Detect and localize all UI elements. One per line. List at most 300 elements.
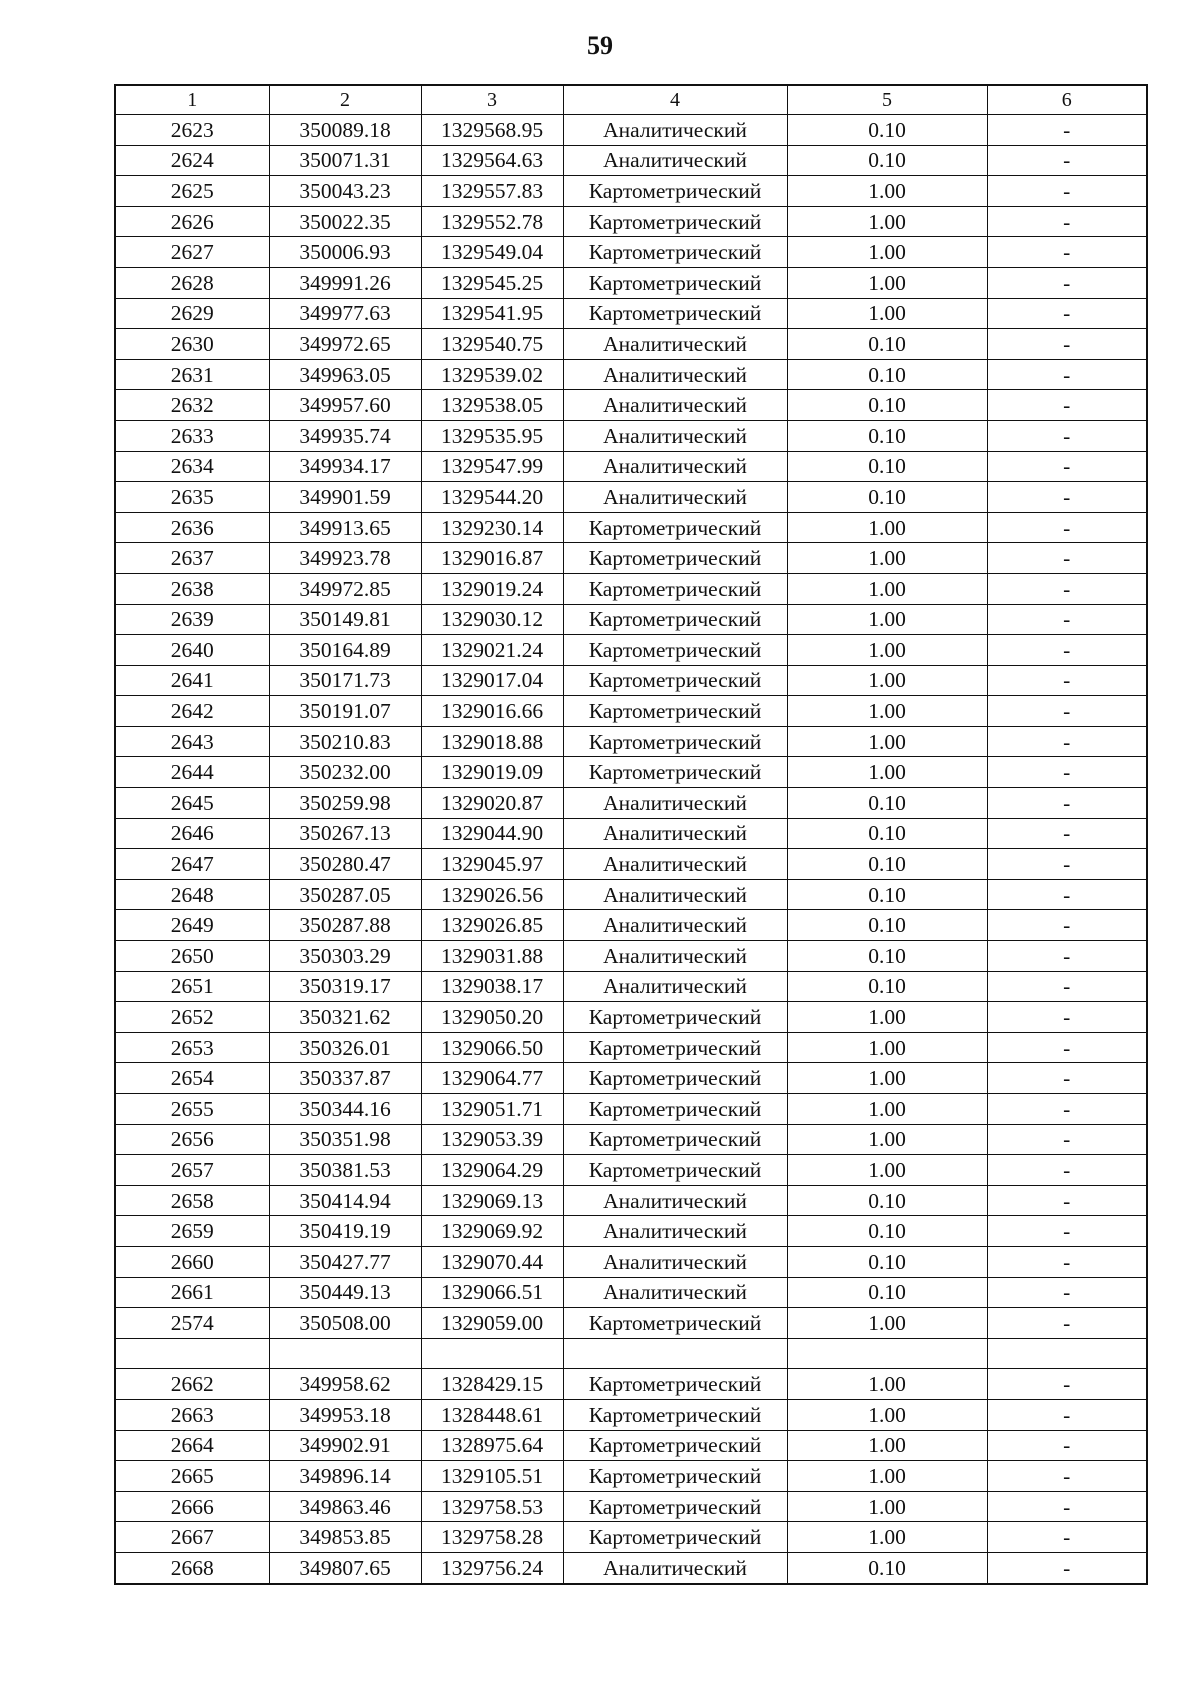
point-number-cell: 2650 [115,941,269,972]
accuracy-cell: 1.00 [787,1522,987,1553]
point-number-cell: 2666 [115,1491,269,1522]
note-cell: - [987,726,1147,757]
method-cell: Картометрический [563,298,787,329]
note-cell: - [987,573,1147,604]
accuracy-cell: 0.10 [787,1216,987,1247]
point-number-cell: 2623 [115,115,269,146]
y-coordinate-cell: 1329019.09 [421,757,563,788]
note-cell: - [987,910,1147,941]
table-row [115,696,1147,727]
point-number-cell: 2645 [115,788,269,819]
point-number-cell: 2626 [115,206,269,237]
x-coordinate-cell: 349896.14 [269,1461,421,1492]
accuracy-cell: 1.00 [787,1032,987,1063]
point-number-cell: 2648 [115,879,269,910]
y-coordinate-cell: 1329070.44 [421,1246,563,1277]
point-number-cell: 2644 [115,757,269,788]
point-number-cell: 2664 [115,1430,269,1461]
y-coordinate-cell: 1329549.04 [421,237,563,268]
table-row [115,788,1147,819]
y-coordinate-cell: 1329026.56 [421,879,563,910]
x-coordinate-cell: 349953.18 [269,1399,421,1430]
note-cell: - [987,451,1147,482]
note-cell: - [987,971,1147,1002]
x-coordinate-cell: 350232.00 [269,757,421,788]
point-number-cell: 2653 [115,1032,269,1063]
point-number-cell: 2627 [115,237,269,268]
table-row [115,941,1147,972]
accuracy-cell: 1.00 [787,1094,987,1125]
y-coordinate-cell: 1328975.64 [421,1430,563,1461]
note-cell: - [987,329,1147,360]
accuracy-cell: 1.00 [787,543,987,574]
x-coordinate-cell: 350449.13 [269,1277,421,1308]
y-coordinate-cell: 1329758.28 [421,1522,563,1553]
note-cell: - [987,1094,1147,1125]
accuracy-cell: 1.00 [787,604,987,635]
table-row [115,237,1147,268]
y-coordinate-cell: 1328429.15 [421,1369,563,1400]
point-number-cell: 2635 [115,482,269,513]
table-row [115,329,1147,360]
y-coordinate-cell: 1329017.04 [421,665,563,696]
accuracy-cell: 0.10 [787,329,987,360]
accuracy-cell: 0.10 [787,879,987,910]
table-row [115,267,1147,298]
point-number-cell: 2659 [115,1216,269,1247]
table-row [115,115,1147,146]
y-coordinate-cell: 1329568.95 [421,115,563,146]
x-coordinate-cell: 349935.74 [269,420,421,451]
point-number-cell: 2574 [115,1308,269,1339]
y-coordinate-cell: 1329541.95 [421,298,563,329]
note-cell: - [987,543,1147,574]
x-coordinate-cell: 349934.17 [269,451,421,482]
method-cell: Картометрический [563,1063,787,1094]
method-cell: Аналитический [563,390,787,421]
method-cell: Аналитический [563,451,787,482]
accuracy-cell: 1.00 [787,1155,987,1186]
note-cell: - [987,1124,1147,1155]
y-coordinate-cell: 1329016.87 [421,543,563,574]
point-number-cell: 2652 [115,1002,269,1033]
note-cell: - [987,1246,1147,1277]
accuracy-cell: 0.10 [787,971,987,1002]
accuracy-cell: 1.00 [787,726,987,757]
point-number-cell: 2640 [115,635,269,666]
x-coordinate-cell: 349923.78 [269,543,421,574]
note-cell: - [987,1522,1147,1553]
point-number-cell: 2662 [115,1369,269,1400]
x-coordinate-cell: 350267.13 [269,818,421,849]
x-coordinate-cell: 350006.93 [269,237,421,268]
y-coordinate-cell: 1329538.05 [421,390,563,421]
y-coordinate-cell: 1329050.20 [421,1002,563,1033]
table-body [115,85,1147,1584]
table-row [115,726,1147,757]
point-number-cell: 2642 [115,696,269,727]
x-coordinate-cell: 350164.89 [269,635,421,666]
y-coordinate-cell: 1329038.17 [421,971,563,1002]
table-row [115,1552,1147,1583]
method-cell: Аналитический [563,788,787,819]
y-coordinate-cell: 1329066.50 [421,1032,563,1063]
point-number-cell: 2637 [115,543,269,574]
method-cell: Аналитический [563,1216,787,1247]
y-coordinate-cell: 1329069.92 [421,1216,563,1247]
x-coordinate-cell: 350319.17 [269,971,421,1002]
point-number-cell: 2661 [115,1277,269,1308]
note-cell: - [987,635,1147,666]
table-row [115,635,1147,666]
table-row [115,1155,1147,1186]
point-number-cell: 2633 [115,420,269,451]
x-coordinate-cell: 350508.00 [269,1308,421,1339]
point-number-cell: 2631 [115,359,269,390]
table-row [115,1094,1147,1125]
table-row [115,1430,1147,1461]
x-coordinate-cell: 350022.35 [269,206,421,237]
y-coordinate-cell: 1329535.95 [421,420,563,451]
accuracy-cell: 1.00 [787,512,987,543]
point-number-cell: 2654 [115,1063,269,1094]
note-cell: - [987,115,1147,146]
y-coordinate-cell: 1329051.71 [421,1094,563,1125]
accuracy-cell: 0.10 [787,145,987,176]
x-coordinate-cell: 350149.81 [269,604,421,635]
y-coordinate-cell: 1329064.77 [421,1063,563,1094]
method-cell: Аналитический [563,420,787,451]
table-row [115,176,1147,207]
column-header-4: 4 [563,85,787,115]
method-cell: Аналитический [563,329,787,360]
table-row [115,1185,1147,1216]
method-cell: Аналитический [563,115,787,146]
x-coordinate-cell: 350287.05 [269,879,421,910]
accuracy-cell: 1.00 [787,1002,987,1033]
accuracy-cell: 0.10 [787,1185,987,1216]
table-row [115,1399,1147,1430]
method-cell: Картометрический [563,696,787,727]
table-row [115,604,1147,635]
accuracy-cell: 1.00 [787,176,987,207]
method-cell: Аналитический [563,482,787,513]
note-cell: - [987,1063,1147,1094]
table-row [115,1461,1147,1492]
y-coordinate-cell: 1329557.83 [421,176,563,207]
x-coordinate-cell: 350259.98 [269,788,421,819]
point-number-cell: 2643 [115,726,269,757]
y-coordinate-cell: 1329539.02 [421,359,563,390]
coordinates-table [114,84,1148,1585]
method-cell: Аналитический [563,1246,787,1277]
column-header-3: 3 [421,85,563,115]
method-cell: Картометрический [563,237,787,268]
note-cell: - [987,696,1147,727]
point-number-cell: 2634 [115,451,269,482]
y-coordinate-cell: 1329016.66 [421,696,563,727]
accuracy-cell: 1.00 [787,206,987,237]
point-number-cell: 2628 [115,267,269,298]
y-coordinate-cell: 1329564.63 [421,145,563,176]
x-coordinate-cell: 349863.46 [269,1491,421,1522]
note-cell: - [987,757,1147,788]
method-cell: Аналитический [563,910,787,941]
accuracy-cell: 0.10 [787,390,987,421]
accuracy-cell: 0.10 [787,849,987,880]
point-number-cell: 2668 [115,1552,269,1583]
note-cell: - [987,604,1147,635]
accuracy-cell: 1.00 [787,1308,987,1339]
note-cell: - [987,176,1147,207]
x-coordinate-cell: 350089.18 [269,115,421,146]
x-coordinate-cell [269,1338,421,1369]
x-coordinate-cell: 350419.19 [269,1216,421,1247]
point-number-cell [115,1338,269,1369]
method-cell: Аналитический [563,1552,787,1583]
note-cell: - [987,1216,1147,1247]
table-header-row [115,85,1147,115]
note-cell: - [987,818,1147,849]
method-cell: Картометрический [563,757,787,788]
note-cell: - [987,145,1147,176]
x-coordinate-cell: 350427.77 [269,1246,421,1277]
y-coordinate-cell: 1329030.12 [421,604,563,635]
point-number-cell: 2641 [115,665,269,696]
x-coordinate-cell: 350280.47 [269,849,421,880]
method-cell: Картометрический [563,512,787,543]
accuracy-cell: 1.00 [787,1491,987,1522]
method-cell: Аналитический [563,145,787,176]
note-cell: - [987,1155,1147,1186]
x-coordinate-cell: 350071.31 [269,145,421,176]
accuracy-cell: 1.00 [787,267,987,298]
accuracy-cell: 0.10 [787,420,987,451]
method-cell: Картометрический [563,1032,787,1063]
point-number-cell: 2630 [115,329,269,360]
note-cell [987,1338,1147,1369]
point-number-cell: 2651 [115,971,269,1002]
note-cell: - [987,420,1147,451]
method-cell: Картометрический [563,1399,787,1430]
accuracy-cell [787,1338,987,1369]
method-cell: Аналитический [563,971,787,1002]
table-row [115,512,1147,543]
table-row [115,482,1147,513]
accuracy-cell: 1.00 [787,1399,987,1430]
accuracy-cell: 1.00 [787,298,987,329]
table-row [115,1216,1147,1247]
x-coordinate-cell: 350303.29 [269,941,421,972]
y-coordinate-cell [421,1338,563,1369]
point-number-cell: 2655 [115,1094,269,1125]
table-row [115,1124,1147,1155]
note-cell: - [987,1491,1147,1522]
y-coordinate-cell: 1329026.85 [421,910,563,941]
page-number: 59 [587,31,613,60]
note-cell: - [987,1369,1147,1400]
table-row [115,390,1147,421]
method-cell: Картометрический [563,635,787,666]
accuracy-cell: 1.00 [787,1063,987,1094]
point-number-cell: 2632 [115,390,269,421]
accuracy-cell: 1.00 [787,635,987,666]
method-cell: Картометрический [563,1461,787,1492]
method-cell: Картометрический [563,1308,787,1339]
method-cell: Картометрический [563,1491,787,1522]
x-coordinate-cell: 349913.65 [269,512,421,543]
point-number-cell: 2660 [115,1246,269,1277]
note-cell: - [987,1399,1147,1430]
method-cell: Картометрический [563,176,787,207]
accuracy-cell: 1.00 [787,1124,987,1155]
table-row [115,818,1147,849]
y-coordinate-cell: 1329540.75 [421,329,563,360]
note-cell: - [987,482,1147,513]
point-number-cell: 2636 [115,512,269,543]
accuracy-cell: 0.10 [787,1277,987,1308]
note-cell: - [987,849,1147,880]
y-coordinate-cell: 1329018.88 [421,726,563,757]
point-number-cell: 2667 [115,1522,269,1553]
y-coordinate-cell: 1329021.24 [421,635,563,666]
table-row [115,757,1147,788]
point-number-cell: 2624 [115,145,269,176]
point-number-cell: 2639 [115,604,269,635]
method-cell: Картометрический [563,665,787,696]
note-cell: - [987,941,1147,972]
table-row [115,451,1147,482]
y-coordinate-cell: 1329044.90 [421,818,563,849]
accuracy-cell: 1.00 [787,1461,987,1492]
column-header-2: 2 [269,85,421,115]
accuracy-cell: 1.00 [787,237,987,268]
method-cell: Картометрический [563,1124,787,1155]
column-header-1: 1 [115,85,269,115]
point-number-cell: 2646 [115,818,269,849]
note-cell: - [987,1185,1147,1216]
y-coordinate-cell: 1329545.25 [421,267,563,298]
method-cell: Аналитический [563,818,787,849]
note-cell: - [987,1461,1147,1492]
method-cell: Аналитический [563,849,787,880]
table-row [115,1246,1147,1277]
point-number-cell: 2657 [115,1155,269,1186]
table-row [115,1032,1147,1063]
x-coordinate-cell: 350351.98 [269,1124,421,1155]
x-coordinate-cell: 350414.94 [269,1185,421,1216]
method-cell: Аналитический [563,1277,787,1308]
y-coordinate-cell: 1329031.88 [421,941,563,972]
accuracy-cell: 0.10 [787,788,987,819]
x-coordinate-cell: 349972.65 [269,329,421,360]
x-coordinate-cell: 350191.07 [269,696,421,727]
y-coordinate-cell: 1329059.00 [421,1308,563,1339]
y-coordinate-cell: 1329756.24 [421,1552,563,1583]
note-cell: - [987,1277,1147,1308]
x-coordinate-cell: 349807.65 [269,1552,421,1583]
method-cell: Картометрический [563,1002,787,1033]
table-row [115,1369,1147,1400]
point-number-cell: 2649 [115,910,269,941]
note-cell: - [987,237,1147,268]
column-header-5: 5 [787,85,987,115]
point-number-cell: 2625 [115,176,269,207]
table-row [115,910,1147,941]
table-row [115,1491,1147,1522]
method-cell: Аналитический [563,359,787,390]
table-row [115,420,1147,451]
table-row [115,879,1147,910]
method-cell: Картометрический [563,726,787,757]
table-row [115,543,1147,574]
accuracy-cell: 0.10 [787,941,987,972]
x-coordinate-cell: 350043.23 [269,176,421,207]
table-row [115,1522,1147,1553]
accuracy-cell: 0.10 [787,1552,987,1583]
accuracy-cell: 0.10 [787,910,987,941]
method-cell: Картометрический [563,1094,787,1125]
note-cell: - [987,1430,1147,1461]
table-row [115,665,1147,696]
accuracy-cell: 1.00 [787,1430,987,1461]
accuracy-cell: 1.00 [787,696,987,727]
x-coordinate-cell: 350171.73 [269,665,421,696]
x-coordinate-cell: 350326.01 [269,1032,421,1063]
x-coordinate-cell: 349902.91 [269,1430,421,1461]
y-coordinate-cell: 1328448.61 [421,1399,563,1430]
x-coordinate-cell: 350321.62 [269,1002,421,1033]
y-coordinate-cell: 1329053.39 [421,1124,563,1155]
x-coordinate-cell: 349901.59 [269,482,421,513]
accuracy-cell: 1.00 [787,573,987,604]
method-cell: Картометрический [563,543,787,574]
point-number-cell: 2663 [115,1399,269,1430]
x-coordinate-cell: 350344.16 [269,1094,421,1125]
x-coordinate-cell: 349958.62 [269,1369,421,1400]
x-coordinate-cell: 349963.05 [269,359,421,390]
accuracy-cell: 1.00 [787,1369,987,1400]
note-cell: - [987,1308,1147,1339]
method-cell: Картометрический [563,267,787,298]
x-coordinate-cell: 349853.85 [269,1522,421,1553]
accuracy-cell: 1.00 [787,757,987,788]
accuracy-cell: 0.10 [787,451,987,482]
point-number-cell: 2629 [115,298,269,329]
table-row [115,1002,1147,1033]
y-coordinate-cell: 1329552.78 [421,206,563,237]
accuracy-cell: 0.10 [787,115,987,146]
point-number-cell: 2656 [115,1124,269,1155]
note-cell: - [987,665,1147,696]
column-header-6: 6 [987,85,1147,115]
table-row [115,849,1147,880]
point-number-cell: 2665 [115,1461,269,1492]
note-cell: - [987,1032,1147,1063]
method-cell: Картометрический [563,1522,787,1553]
method-cell: Аналитический [563,941,787,972]
y-coordinate-cell: 1329064.29 [421,1155,563,1186]
point-number-cell: 2647 [115,849,269,880]
y-coordinate-cell: 1329020.87 [421,788,563,819]
y-coordinate-cell: 1329105.51 [421,1461,563,1492]
note-cell: - [987,512,1147,543]
table-row [115,359,1147,390]
accuracy-cell: 0.10 [787,818,987,849]
accuracy-cell: 0.10 [787,482,987,513]
method-cell: Картометрический [563,206,787,237]
y-coordinate-cell: 1329230.14 [421,512,563,543]
